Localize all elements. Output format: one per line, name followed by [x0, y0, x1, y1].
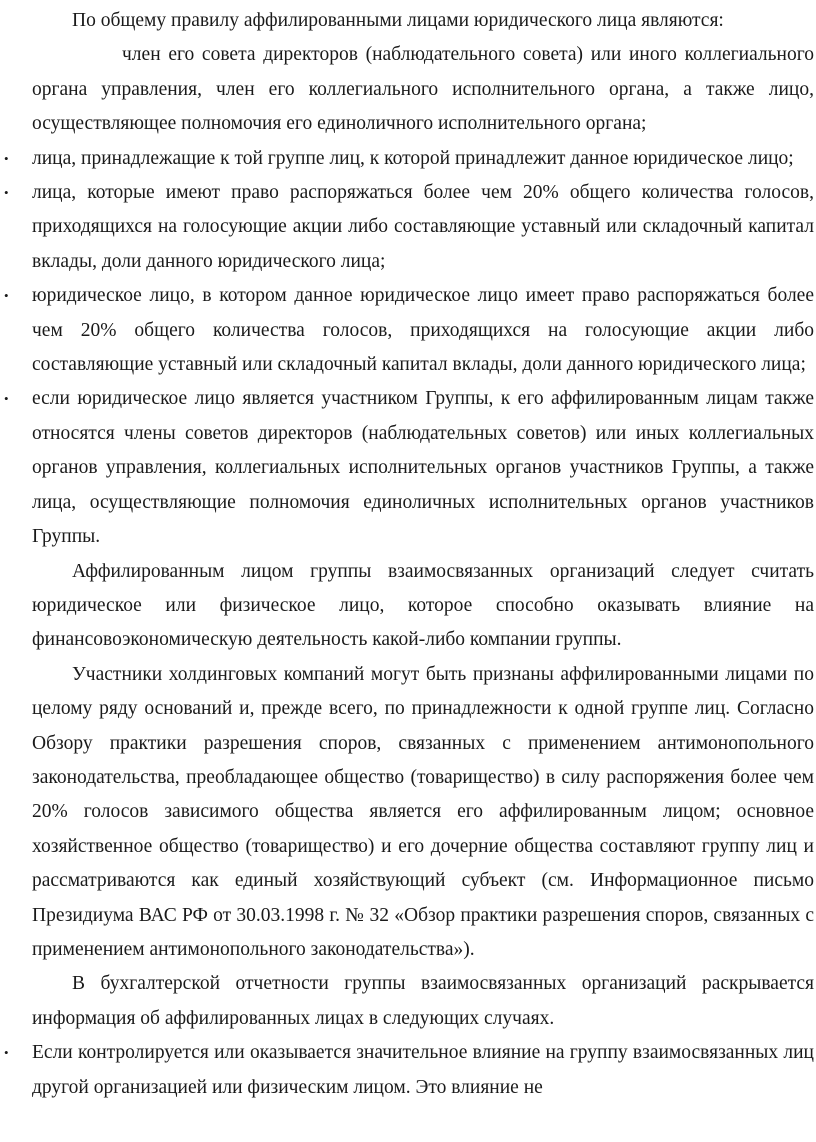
bullet-icon: • [4, 288, 9, 304]
bullet-item-voting-rights [4, 176, 814, 279]
bullet-icon: • [4, 150, 9, 166]
bullet-text: лица, принадлежащие к той группе лиц, к которой принадлежит данное юридическое лицо; [32, 147, 794, 169]
paragraph-board-members: член его совета директоров (наблюдательного совета) или иного коллегиального органа управления, член его коллегиального исполнительного органа, а также лицо, осуществляющее полномочия его единоличного исполнительного органа; [32, 44, 814, 135]
bullet-text: юридическое лицо, в котором данное юридическое лицо имеет право распоряжаться более чем 20% общего количества голосов, приходящихся на голосующие акции либо составляющие уставный или складочный капитал вклады, доли данного юридического лица; [32, 285, 814, 376]
bullet-item-group-of-persons [4, 142, 814, 176]
document-page [4, 4, 814, 1105]
paragraph-affiliate-definition: Аффилированным лицом группы взаимосвязанных организаций следует считать юридическое или физическое лицо, которое способно оказывать влияние на финансовоэкономическую деятельность какой-либо компании группы. [32, 560, 814, 651]
bullet-text: лица, которые имеют право распоряжаться более чем 20% общего количества голосов, приходящихся на голосующие акции либо составляющие уставный или складочный капитал вклады, доли данного юридического лица; [32, 182, 814, 272]
bullet-item-control-influence [4, 1036, 814, 1105]
bullet-icon: • [4, 185, 9, 201]
bullet-item-group-participant [4, 382, 814, 554]
paragraph-holding-participants: Участники холдинговых компаний могут быть признаны аффилированными лицами по целому ряду оснований и, прежде всего, по принадлежности к одной группе лиц. Согласно Обзору практики разрешения споров, связанных с применением антимонопольного законодательства, преобладающее общество (товарищество) в силу распоряжения более чем 20% голосов зависимого общества является его аффилированным лицом; основное хозяйственное общество (товарищество) и его дочерние общества составляют группу лиц и рассматриваются как единый хозяйствующий субъект (см. Информационное письмо Президиума ВАС РФ от 30.03.1998 г. № 32 «Обзор практики разрешения споров, связанных с применением антимонопольного законодательства»). [32, 663, 814, 960]
bullet-icon: • [4, 391, 9, 407]
bullet-icon: • [4, 1045, 9, 1061]
bullet-text: Если контролируется или оказывается значительное влияние на группу взаимосвязанных лиц другой организацией или физическим лицом. Это влияние не [32, 1042, 814, 1098]
bullet-text: если юридическое лицо является участником Группы, к его аффилированным лицам также относятся члены советов директоров (наблюдательных советов) или иных коллегиальных органов управления, коллегиальных исполнительных органов участников Группы, а также лица, осуществляющие полномочия единоличных исполнительных органов участников Группы. [32, 388, 814, 548]
paragraph-accounting-disclosure: В бухгалтерской отчетности группы взаимосвязанных организаций раскрывается информация об аффилированных лицах в следующих случаях. [32, 973, 814, 1029]
paragraph-intro: По общему правилу аффилированными лицами юридического лица являются: [72, 10, 724, 31]
bullet-item-controlled-entity [4, 279, 814, 382]
